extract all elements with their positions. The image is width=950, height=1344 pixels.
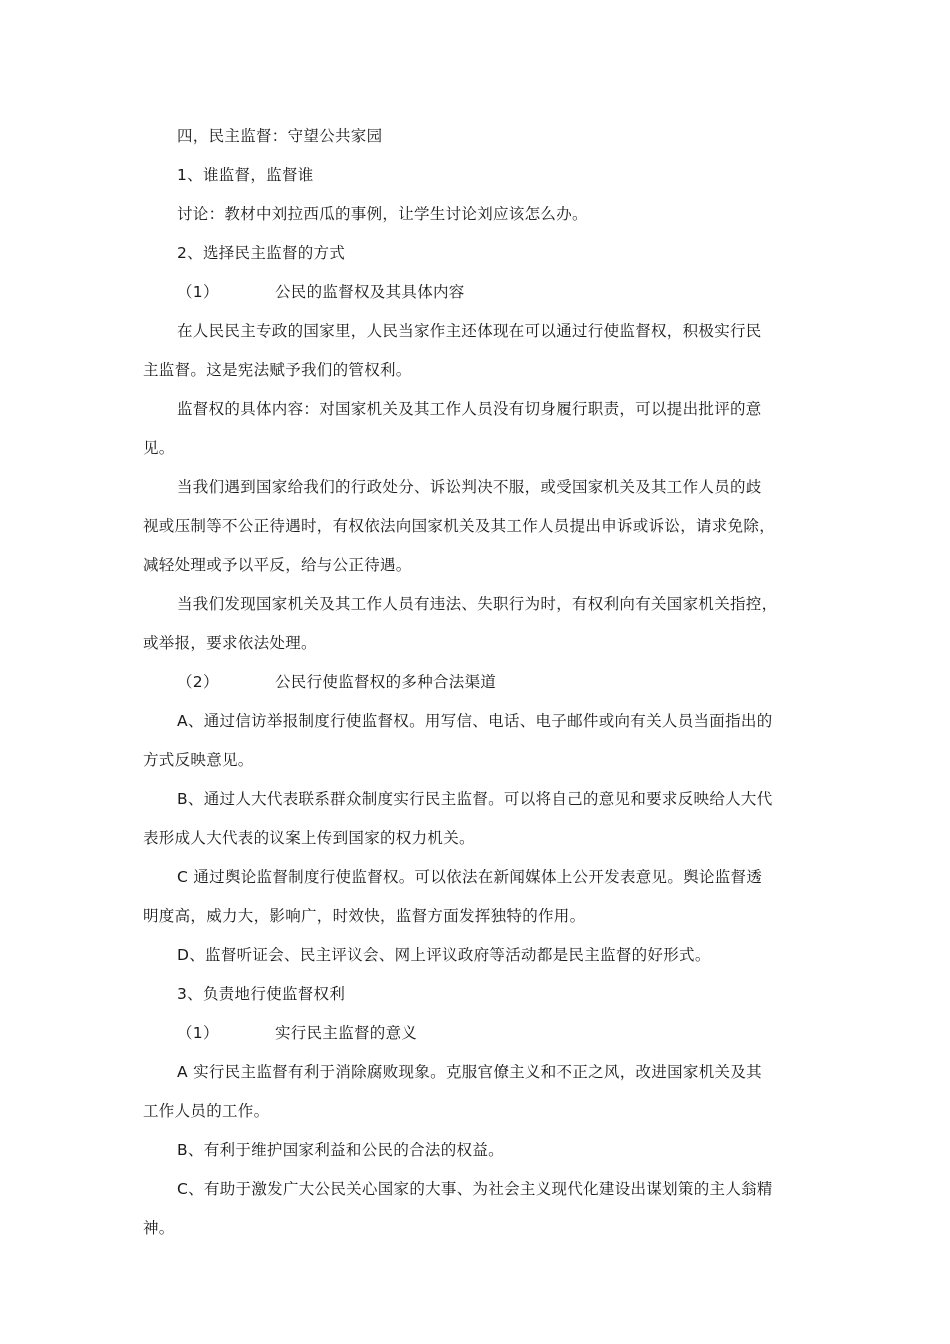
section-3-heading: 3、负责地行使监督权利 (177, 985, 346, 1003)
section-2-heading: 2、选择民主监督的方式 (177, 244, 346, 262)
section-title: 四，民主监督：守望公共家园 (177, 127, 383, 145)
paragraph-2-line-2: 见。 (143, 439, 175, 457)
channel-a-line-1: A、通过信访举报制度行使监督权。用写信、电话、电子邮件或向有关人员当面指出的 (177, 712, 773, 730)
subsection-2-1-number: （1） (177, 283, 219, 301)
paragraph-1-line-2: 主监督。这是宪法赋予我们的管权利。 (143, 361, 412, 379)
subsection-2-1 (143, 273, 823, 312)
paragraph-1-line-1: 在人民民主专政的国家里，人民当家作主还体现在可以通过行使监督权，积极实行民 (177, 322, 762, 340)
meaning-c-line-1: C、有助于激发广大公民关心国家的大事、为社会主义现代化建设出谋划策的主人翁精 (177, 1180, 773, 1198)
subsection-2-2-title: 公民行使监督权的多种合法渠道 (275, 673, 497, 691)
meaning-c-line-2: 神。 (143, 1219, 175, 1237)
subsection-3-1-number: （1） (177, 1024, 219, 1042)
channel-c-line-2: 明度高，威力大，影响广，时效快，监督方面发挥独特的作用。 (143, 907, 586, 925)
paragraph-4-line-1: 当我们发现国家机关及其工作人员有违法、失职行为时，有权利向有关国家机关指控， (177, 595, 778, 613)
subsection-2-2 (143, 663, 823, 702)
discussion-line: 讨论：教材中刘拉西瓜的事例，让学生讨论刘应该怎么办。 (177, 205, 588, 223)
subsection-2-2-number: （2） (177, 673, 219, 691)
channel-b-line-1: B、通过人大代表联系群众制度实行民主监督。可以将自己的意见和要求反映给人大代 (177, 790, 773, 808)
subsection-3-1 (143, 1014, 823, 1053)
channel-c-line-1: C 通过舆论监督制度行使监督权。可以依法在新闻媒体上公开发表意见。舆论监督透 (177, 868, 763, 886)
paragraph-4-line-2: 或举报，要求依法处理。 (143, 634, 317, 652)
paragraph-3-line-2: 视或压制等不公正待遇时，有权依法向国家机关及其工作人员提出申诉或诉讼，请求免除， (143, 517, 776, 535)
document-body (143, 117, 823, 1248)
channel-a-line-2: 方式反映意见。 (143, 751, 254, 769)
paragraph-3-line-1: 当我们遇到国家给我们的行政处分、诉讼判决不服，或受国家机关及其工作人员的歧 (177, 478, 762, 496)
meaning-b-line-1: B、有利于维护国家利益和公民的合法的权益。 (177, 1141, 504, 1159)
channel-b-line-2: 表形成人大代表的议案上传到国家的权力机关。 (143, 829, 475, 847)
subsection-2-1-title: 公民的监督权及其具体内容 (275, 283, 465, 301)
section-1-heading: 1、谁监督，监督谁 (177, 166, 314, 184)
meaning-a-line-2: 工作人员的工作。 (143, 1102, 270, 1120)
meaning-a-line-1: A 实行民主监督有利于消除腐败现象。克服官僚主义和不正之风，改进国家机关及其 (177, 1063, 762, 1081)
paragraph-3-line-3: 减轻处理或予以平反，给与公正待遇。 (143, 556, 412, 574)
paragraph-2-line-1: 监督权的具体内容：对国家机关及其工作人员没有切身履行职责，可以提出批评的意 (177, 400, 762, 418)
channel-d-line-1: D、监督听证会、民主评议会、网上评议政府等活动都是民主监督的好形式。 (177, 946, 711, 964)
subsection-3-1-title: 实行民主监督的意义 (275, 1024, 418, 1042)
